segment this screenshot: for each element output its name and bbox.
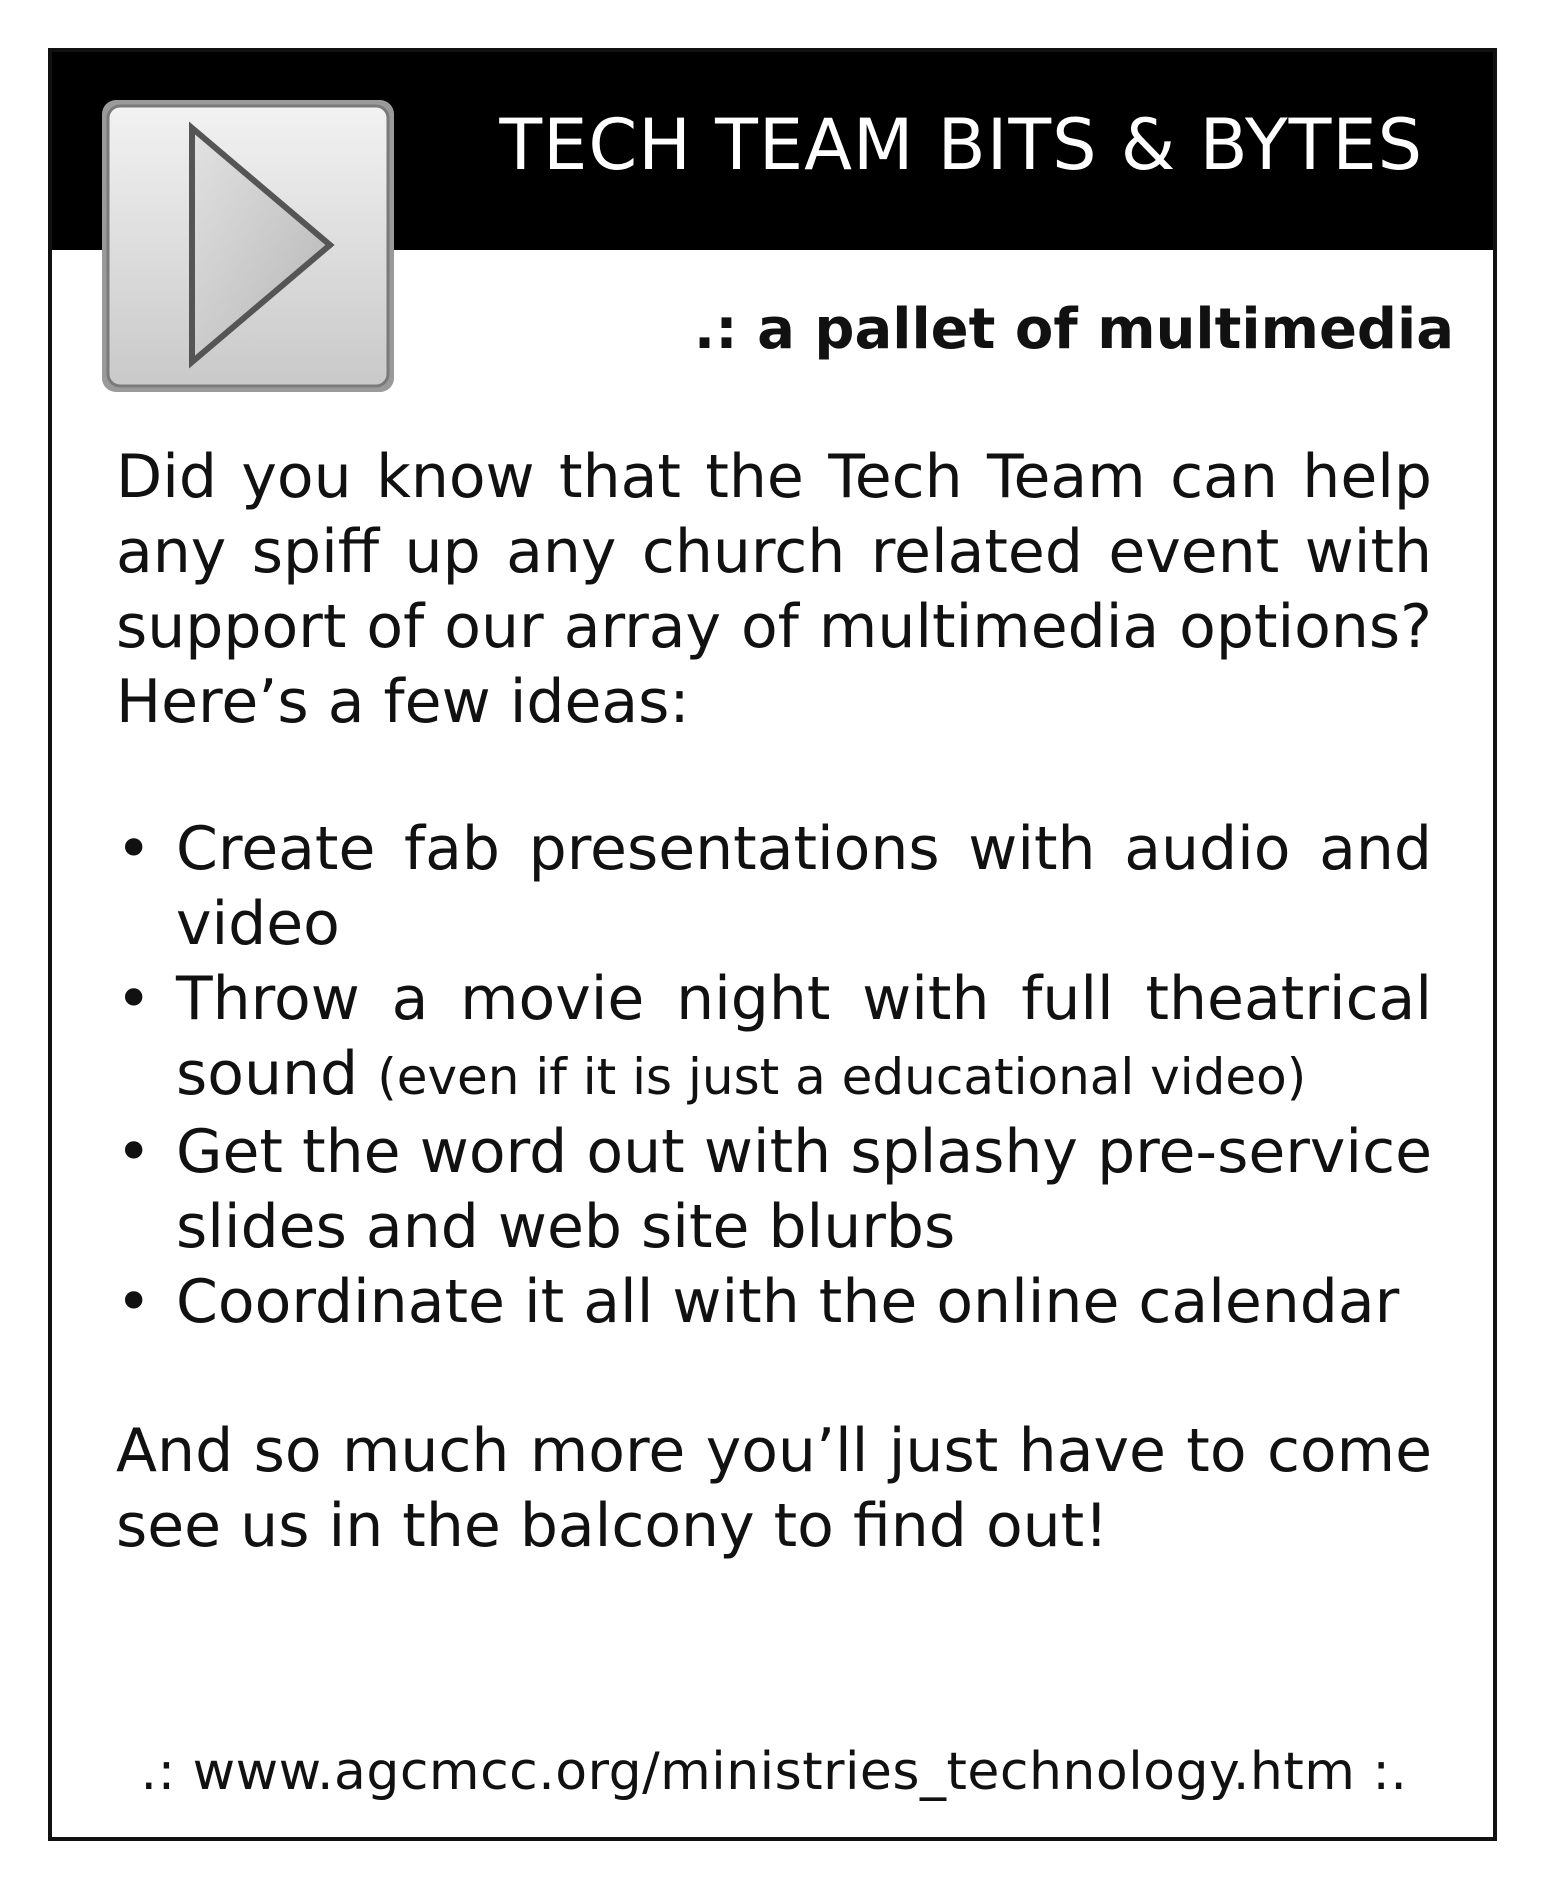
list-item: [116, 1115, 1432, 1265]
bullet-icon: •: [116, 964, 152, 1034]
bullet-icon: •: [116, 1267, 152, 1337]
main-content: [116, 440, 1432, 1564]
idea-text: Throw a movie night with full theatrical sound: [176, 964, 1432, 1109]
footer-url[interactable]: .: www.agcmcc.org/ministries_technology.htm :.: [140, 1742, 1408, 1802]
idea-note: (even if it is just a educational video): [377, 1048, 1307, 1106]
idea-text: Coordinate it all with the online calendar: [176, 1267, 1400, 1337]
list-item: [116, 1265, 1432, 1340]
bullet-icon: •: [116, 1117, 152, 1187]
intro-paragraph: Did you know that the Tech Team can help any spiff up any church related event with support of our array of multimedia options? Here’s a few ideas:: [116, 442, 1432, 737]
closing-paragraph: And so much more you’ll just have to come see us in the balcony to find out!: [116, 1416, 1432, 1561]
list-item: [116, 812, 1432, 962]
ideas-list: [116, 812, 1432, 1340]
list-item: [116, 962, 1432, 1115]
idea-text: Create fab presentations with audio and video: [176, 814, 1432, 959]
play-icon: [100, 98, 396, 394]
idea-text: Get the word out with splashy pre-service slides and web site blurbs: [176, 1117, 1432, 1262]
bullet-icon: •: [116, 814, 152, 884]
header-title: TECH TEAM BITS & BYTES: [499, 104, 1423, 186]
subtitle: .: a pallet of multimedia: [693, 297, 1454, 362]
